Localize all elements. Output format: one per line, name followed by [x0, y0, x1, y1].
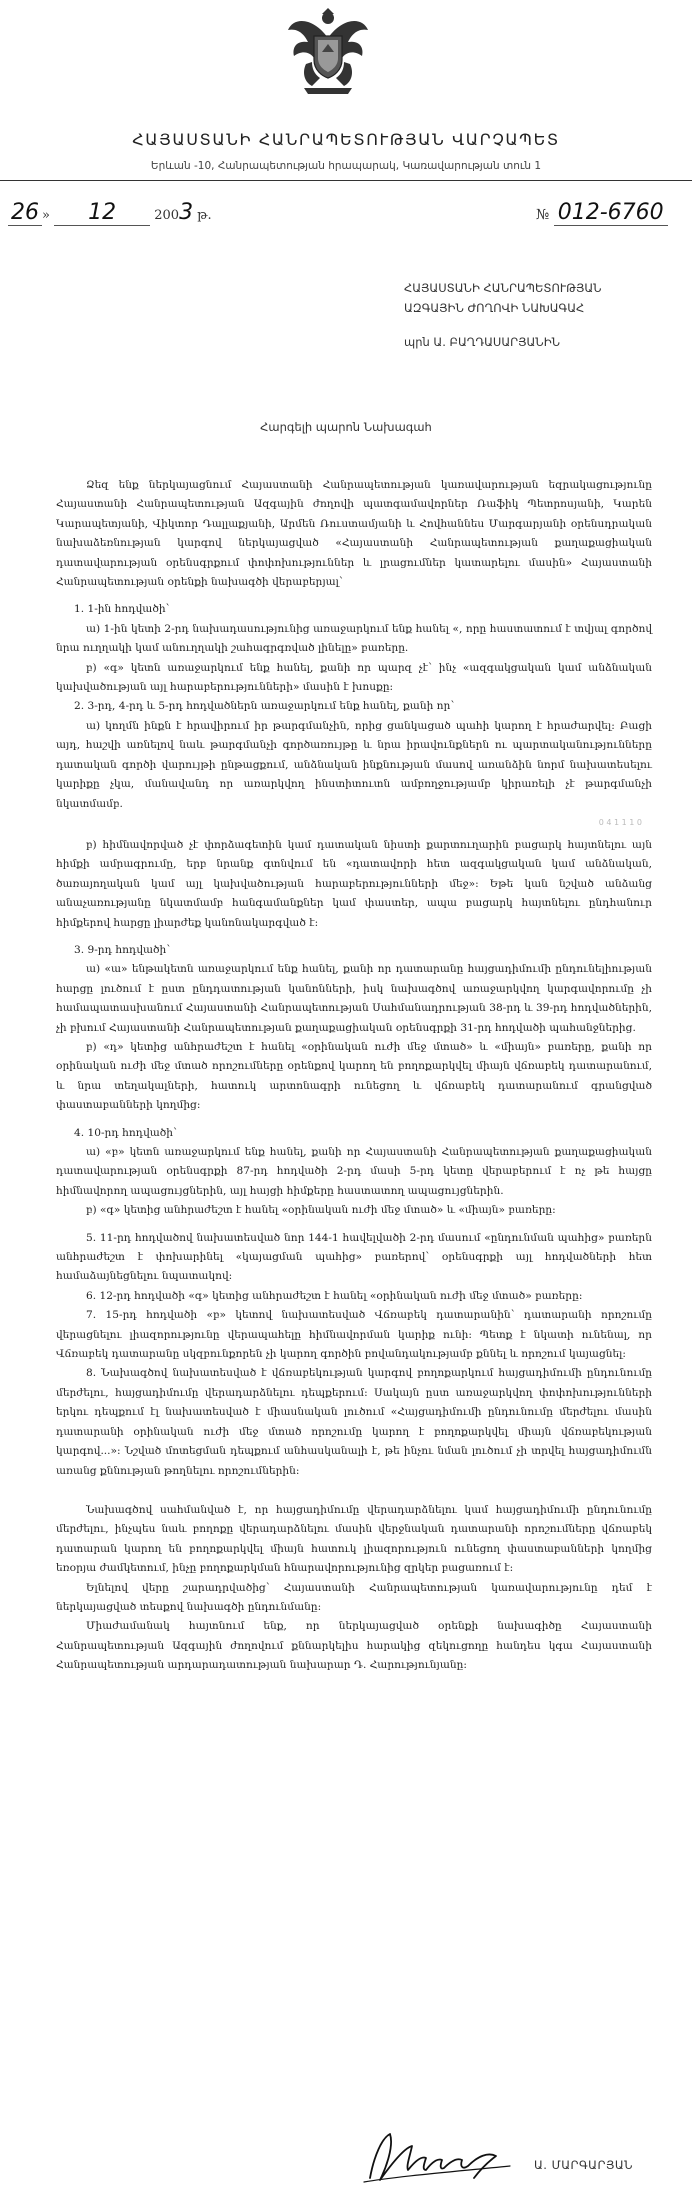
org-name: ՀԱՅԱՍՏԱՆԻ ՀԱՆՐԱՊԵՏՈՒԹՅԱՆ ՎԱՐՉԱՊԵՏ — [132, 130, 560, 149]
paragraph: Ելնելով վերը շարադրվածից՝ Հայաստանի Հանրապետության կառավարությունը դեմ է ներկայացված տեսքով նախագծի ընդունմանը: — [56, 1581, 652, 1613]
date-day: 26 — [8, 200, 42, 226]
signature-block — [360, 2122, 680, 2192]
paragraph: 1. 1-ին հոդվածի՝ — [74, 603, 170, 616]
paragraph: 2. 3-րդ, 4-րդ և 5-րդ հոդվածներն առաջարկում ենք հանել, քանի որ՝ — [74, 700, 455, 713]
addressee-line-1: ՀԱՅԱՍՏԱՆԻ ՀԱՆՐԱՊԵՏՈՒԹՅԱՆ — [404, 281, 602, 295]
paragraph: 8. Նախագծով նախատեսված է վճռաբեկության կարգով բողոքարկում հայցադիմումի ընդունումը մերժելու, հայցադիմումը վերադարձնելու դեպքերում: Սակայն ըստ առաջարկվող փոփոխությունների երկու դեպքում էլ նախատեսված է միասնական լուծում «Հայցադիմումի ընդունումը մերժելու մասին դատարանի օրինական ուժի մեջ մտած որոշումը կարող է բողոքարկվել միայն վճռաբեկության կարգով...»: Նշված մոտեցման դեպքում անհասկանալի է, թե ինչու նման լուծում չի տրվել հայցադիմումն առանց քննության թողնելու որոշումներին: — [56, 1367, 652, 1477]
paragraph: 3. 9-րդ հոդվածի՝ — [74, 943, 171, 956]
signatory-name: Ա. ՄԱՐԳԱՐՅԱՆ — [534, 2158, 634, 2172]
number-value: 012-6760 — [554, 200, 668, 226]
paragraph: Ձեզ ենք ներկայացնում Հայաստանի Հանրապետության կառավարության եզրակացությունը Հայաստանի Հանրապետության Ազգային ժողովի պատգամավորներ Ռաֆիկ Պետրոսյանի, Կարեն Կարապետյանի, Վիկտոր Դալլաքյանի, Արմեն Ռուստամյանի և Հովհաննես Մարգարյանի օրենսդրական նախաձեռնության կարգով ներկայացված «Հայաստանի Հանրապետության քաղաքացիական դատավարության օրենսգրքում փոփոխություններ և լրացումներ կատարելու մասին» Հայաստանի Հանրապետության օրենքի նախագծի վերաբերյալ՝ — [56, 479, 652, 589]
paragraph: 6. 12-րդ հոդվածի «գ» կետից անհրաժեշտ է հանել «օրինական ուժի մեջ մտած» բառերը: — [86, 1289, 583, 1302]
coat-of-arms-icon — [284, 8, 372, 96]
date-year-digit: 3 — [179, 200, 194, 225]
date-year-prefix: 200 — [154, 208, 180, 223]
paragraph: Միաժամանակ հայտնում ենք, որ ներկայացված օրենքի նախագիծը Հայաստանի Հանրապետության Ազգային ժողովում քննարկելիս հարակից զեկուցողը հանդես կգա Հայաստանի Հանրապետության արդարադատության նախարար Դ. Հարությունյանը: — [56, 1620, 652, 1672]
addressee-salutation: պրն Ա. ԲԱՂԴԱՍԱՐՅԱՆԻՆ — [404, 335, 561, 349]
paragraph: բ) «գ» կետից անհրաժեշտ է հանել «օրինական ուժի մեջ մտած» և «միայն» բառերը: — [86, 1204, 556, 1217]
paragraph: բ) «գ» կետն առաջարկում ենք հանել, քանի որ պարզ չէ՝ ինչ «ազգակցական կամ անձնական կախվածության այլ հարաբերությունների» մասին է խոսքը: — [56, 661, 652, 694]
number-label: № — [536, 207, 550, 223]
stamp-mark: 0 4 1 1 1 0 — [598, 817, 642, 827]
date-suffix: թ. — [197, 208, 212, 223]
paragraph: ա) 1-ին կետի 2-րդ նախադասությունից առաջարկում ենք հանել «, որը հաստատում է տվյալ գործով նրա ուղղակի կամ անուղղակի շահագրգռված լինելը» բառերը. — [56, 622, 652, 655]
paragraph: ա) «ա» ենթակետն առաջարկում ենք հանել, քանի որ դատարանը հայցադիմումի ընդունելիության հարցը լուծում է ըստ ընդդատության կանոնների, իսկ նախագծով առաջարկվող կարգավորումը չի համապատասխանում Հայաստանի Հանրապետության Սահմանադրության 38-րդ և 39-րդ հոդվածներին, չի բխում Հայաստանի Հանրապետության քաղաքացիական օրենսգրքի 31-րդ հոդվածի պահանջներից. — [56, 963, 652, 1034]
handwritten-signature — [360, 2126, 520, 2188]
letterhead — [0, 0, 692, 200]
date-month: 12 — [54, 200, 150, 226]
addressee-block — [404, 278, 602, 352]
letter-body — [56, 476, 652, 1676]
paragraph: 5. 11-րդ հոդվածով նախատեսված նոր 144-1 հավելվածի 2-րդ մասում «ընդունման պահից» բառերն անհրաժեշտ է փոխարինել «կայացման պահից» բառերով՝ օրենսգրքի այլ հոդվածների հետ համաձայնեցնելու նպատակով: — [56, 1231, 652, 1283]
paragraph: ա) կողմն ինքն է հրավիրում իր թարգմանչին, որից ցանկացած պահի կարող է հրաժարվել: Բացի այդ, հաշվի առնելով նաև թարգմանչի գործառույթը և նրա իրավունքներն ու պարտականությունները դատական գործի վարույթի ընթացքում, անձնական ինքնության մասով առանձին նորմ նախատեսելու կարիքը չկա, մանավանդ որ առարկվող ինստիտուտն ամբողջությամբ կիրառելի չէ թարգմանչի նկատմամբ. — [56, 719, 652, 810]
org-address: Երևան -10, Հանրապետության հրապարակ, Կառավարության տուն 1 — [150, 160, 542, 172]
addressee-line-2: ԱԶԳԱՅԻՆ ԺՈՂՈՎԻ ՆԱԽԱԳԱՀ — [404, 301, 585, 315]
letterhead-divider — [0, 180, 692, 181]
letter-number — [536, 200, 668, 225]
paragraph: 4. 10-րդ հոդվածի՝ — [74, 1126, 177, 1139]
letter-date: 26 » 12 2003 թ. — [8, 200, 212, 226]
paragraph: ա) «բ» կետն առաջարկում ենք հանել, քանի որ Հայաստանի Հանրապետության քաղաքացիական դատավարության օրենսգրքի 87-րդ հոդվածի 2-րդ մասի 5-րդ կետը վերաբերում է ոչ թե հայցը հիմնավորող ապացույցներին, այլ հայցի հիմքերը հաստատող ապացույցներին. — [56, 1146, 652, 1197]
paragraph: բ) «դ» կետից անհրաժեշտ է հանել «օրինական ուժի մեջ մտած» և «միայն» բառերը, քանի որ օրինական ուժի մեջ մտած որոշումները օրենքով կարող են բողոքարկվել միայն վճռաբեկ դատարանում, և նրա տեղակալների, հատուկ արտոնագրի ունեցող և վճռաբեկ դատարանում գրանցված փաստաբանների կողմից: — [56, 1040, 652, 1112]
paragraph: 7. 15-րդ հոդվածի «բ» կետով նախատեսված Վճռաբեկ դատարանին՝ դատարանի որոշումը վերացնելու լիազորությունը վերապահելը հիմնավորման կարիք ունի: Պետք է նկատի ունենալ, որ Վճռաբեկ դատարանը սկզբունքորեն չի կարող գործին բովանդակությամբ քննել և որոշում կայացնել: — [56, 1309, 652, 1361]
paragraph: բ) հիմնավորված չէ փորձագետին կամ դատական նիստի քարտուղարին բացարկ հայտնելու այն հիմքի ամրագրումը, երբ նրանք գտնվում են «դատավորի հետ ազգակցական կամ անձնական, ծառայողական կամ այլ կախվածության հարաբերությունների մեջ»: Եթե կան նշված անձանց անաչառությանը նկատմամբ հանգամանքներ կամ փաստեր, ապա բացարկ հայտնելու ընդհանուր հիմքերով հարցը լիարժեք կանոնակարգված է: — [56, 838, 652, 929]
paragraph: Նախագծով սահմանված է, որ հայցադիմումը վերադարձնելու կամ հայցադիմումի ընդունումը մերժելու, ինչպես նաև բողոքը վերադարձնելու մասին վերջնական դատարանի որոշումները վճռաբեկ դատարան կարող են բողոքարկվել միայն հատուկ լիազորություն ունեցող փաստաբանների կողմից եռօրյա ժամկետում, ինչը բողոքարկման հնարավորությունից զրկեր բացառում է: — [56, 1503, 652, 1575]
greeting: Հարգելի պարոն Նախագահ — [260, 420, 432, 434]
